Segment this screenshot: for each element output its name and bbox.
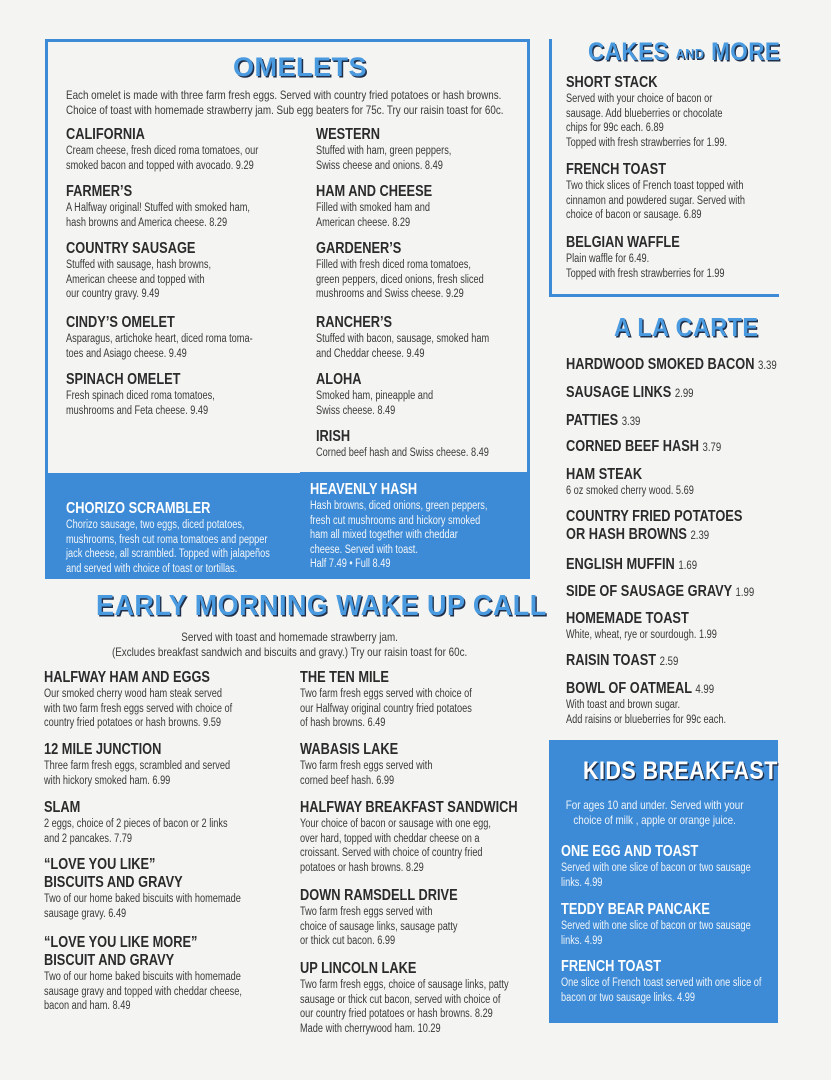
- item-name: “LOVE YOU LIKE” BISCUITS AND GRAVY: [44, 856, 183, 891]
- menu-item: [44, 856, 241, 921]
- cakes-title-and: AND: [675, 45, 705, 62]
- item-desc: One slice of French toast served with one slice of bacon or two sausage links. 4.99: [561, 977, 762, 1004]
- item-name: ALOHA: [316, 371, 362, 388]
- menu-item: [566, 234, 725, 281]
- item-price: 3.39: [621, 414, 641, 428]
- item-name: FRENCH TOAST: [566, 161, 667, 178]
- menu-item: [66, 126, 258, 173]
- item-desc: Two farm fresh eggs served with choice of our Halfway original country fried potatoes of hash browns. 6.49: [300, 688, 472, 729]
- item-name: CINDY’S OMELET: [66, 314, 175, 331]
- item-name: HALFWAY HAM AND EGGS: [44, 669, 210, 686]
- item-name: HARDWOOD SMOKED BACON: [566, 356, 755, 373]
- menu-item: [44, 799, 228, 846]
- item-name: SPINACH OMELET: [66, 371, 181, 388]
- menu-item: [66, 314, 253, 361]
- item-desc: Two of our home baked biscuits with homemade sausage gravy and topped with cheddar cheese, bacon and ham. 8.49: [44, 971, 242, 1012]
- menu-item: [566, 356, 777, 374]
- kids-title: KIDS BREAKFAST: [583, 757, 778, 785]
- menu-item: [300, 799, 518, 875]
- menu-item: [44, 669, 232, 731]
- menu-item: [566, 583, 754, 601]
- cakes-title-word: MORE: [711, 38, 781, 66]
- item-desc: Filled with fresh diced roma tomatoes, green peppers, diced onions, fresh sliced mushrooms and Swiss cheese. 9.29: [316, 259, 484, 300]
- item-name: HALFWAY BREAKFAST SANDWICH: [300, 799, 518, 816]
- item-price: 2.99: [674, 386, 694, 400]
- item-desc: Two farm fresh eggs, choice of sausage links, patty sausage or thick cut bacon, served with choice of our country fried potatoes or hash browns. 8.29 Made with cherrywood ham. 10.29: [300, 979, 509, 1035]
- item-name: WABASIS LAKE: [300, 741, 399, 758]
- item-desc: Your choice of bacon or sausage with one egg, over hard, topped with cheddar cheese on a croissant. Served with choice of country fried potatoes or hash browns. 8.29: [300, 818, 491, 874]
- item-desc: Corned beef hash and Swiss cheese. 8.49: [316, 447, 489, 459]
- item-name: BELGIAN WAFFLE: [566, 234, 680, 251]
- item-name: COUNTRY SAUSAGE: [66, 240, 196, 257]
- menu-item: [66, 240, 211, 302]
- menu-item: [316, 371, 433, 418]
- item-name: PATTIES: [566, 412, 619, 429]
- menu-item: [316, 428, 489, 461]
- menu-item: [566, 74, 727, 150]
- item-price: 3.79: [702, 440, 722, 454]
- kids-intro: For ages 10 and under. Served with your choice of milk , apple or orange juice.: [565, 798, 744, 827]
- item-name: FRENCH TOAST: [561, 958, 662, 975]
- menu-item: [316, 240, 484, 302]
- menu-item: [66, 183, 250, 230]
- item-name: 12 MILE JUNCTION: [44, 741, 162, 758]
- item-desc: Two of our home baked biscuits with homemade sausage gravy. 6.49: [44, 893, 241, 920]
- menu-item: [566, 610, 717, 643]
- menu-item: [566, 161, 745, 223]
- item-name: CHORIZO SCRAMBLER: [66, 500, 211, 517]
- menu-item: [300, 887, 458, 949]
- menu-item: [566, 680, 726, 727]
- item-desc: Asparagus, artichoke heart, diced roma toma- toes and Asiago cheese. 9.49: [66, 333, 253, 360]
- item-desc: Hash browns, diced onions, green peppers, fresh cut mushrooms and hickory smoked ham all mixed together with cheddar cheese. Served with toast. Half 7.49 • Full 8.49: [310, 500, 488, 570]
- menu-item: [566, 556, 697, 574]
- item-name: SHORT STACK: [566, 74, 658, 91]
- item-name: “LOVE YOU LIKE MORE” BISCUIT AND GRAVY: [44, 934, 198, 969]
- cakes-title: [588, 38, 780, 67]
- early-title: EARLY MORNING WAKE UP CALL: [96, 590, 547, 622]
- item-name: BOWL OF OATMEAL: [566, 680, 692, 697]
- omelets-intro: Each omelet is made with three farm fresh eggs. Served with country fried potatoes or hash browns. Choice of toast with homemade strawberry jam. Sub egg beaters for 75c. Try our raisin toast for 60c.: [66, 88, 504, 117]
- carte-title: A LA CARTE: [614, 312, 759, 342]
- item-desc: Fresh spinach diced roma tomatoes, mushrooms and Feta cheese. 9.49: [66, 390, 215, 417]
- item-name: SLAM: [44, 799, 81, 816]
- menu-item: [561, 901, 751, 948]
- item-desc: Stuffed with ham, green peppers, Swiss cheese and onions. 8.49: [316, 145, 452, 172]
- item-desc: 6 oz smoked cherry wood. 5.69: [566, 485, 694, 497]
- menu-item: [66, 500, 270, 576]
- menu-item: [66, 371, 215, 418]
- item-name: THE TEN MILE: [300, 669, 389, 686]
- cakes-title-word: CAKES: [588, 38, 670, 66]
- item-desc: Two thick slices of French toast topped with cinnamon and powdered sugar. Served with choice of bacon or sausage. 6.89: [566, 180, 746, 221]
- item-desc: Stuffed with sausage, hash browns, American cheese and topped with our country gravy. 9.49: [66, 259, 212, 300]
- item-desc: Cream cheese, fresh diced roma tomatoes, our smoked bacon and topped with avocado. 9.29: [66, 145, 259, 172]
- item-desc: Two farm fresh eggs served with choice of sausage links, sausage patty or thick cut bacon. 6.99: [300, 906, 458, 947]
- early-intro: Served with toast and homemade strawberry jam. (Excludes breakfast sandwich and biscuits and gravy.) Try our raisin toast for 60c.: [111, 630, 468, 659]
- item-price: 3.39: [758, 358, 777, 372]
- item-desc: Served with your choice of bacon or sausage. Add blueberries or chocolate chips for 99c each. 6.89 Topped with fresh strawberries for 1.99.: [566, 93, 728, 149]
- menu-item: [566, 652, 678, 670]
- item-desc: Plain waffle for 6.49. Topped with fresh strawberries for 1.99: [566, 253, 725, 280]
- menu-item: [44, 741, 230, 788]
- item-desc: Three farm fresh eggs, scrambled and served with hickory smoked ham. 6.99: [44, 760, 231, 787]
- item-desc: Two farm fresh eggs served with corned beef hash. 6.99: [300, 760, 433, 787]
- item-name: HAM AND CHEESE: [316, 183, 433, 200]
- item-price: 1.99: [735, 585, 755, 599]
- item-name: RANCHER’S: [316, 314, 393, 331]
- item-name: SIDE OF SAUSAGE GRAVY: [566, 583, 732, 600]
- item-name: TEDDY BEAR PANCAKE: [561, 901, 710, 918]
- menu-item: [561, 843, 751, 890]
- item-desc: Stuffed with bacon, sausage, smoked ham and Cheddar cheese. 9.49: [316, 333, 490, 360]
- item-name: CALIFORNIA: [66, 126, 145, 143]
- item-name: ONE EGG AND TOAST: [561, 843, 699, 860]
- item-desc: With toast and brown sugar. Add raisins or blueberries for 99c each.: [566, 699, 727, 726]
- menu-item: [316, 314, 489, 361]
- item-name: UP LINCOLN LAKE: [300, 960, 417, 977]
- item-desc: Served with one slice of bacon or two sausage links. 4.99: [561, 920, 751, 947]
- item-name: DOWN RAMSDELL DRIVE: [300, 887, 458, 904]
- item-price: 2.59: [659, 654, 679, 668]
- omelets-title: OMELETS: [233, 52, 368, 82]
- item-name: HOMEMADE TOAST: [566, 610, 689, 627]
- menu-item: [300, 669, 472, 731]
- menu-item: [566, 508, 742, 544]
- item-price: 2.39: [690, 528, 710, 542]
- menu-item: [310, 481, 487, 572]
- item-name: GARDENER’S: [316, 240, 402, 257]
- menu-item: [300, 960, 509, 1036]
- item-name: IRISH: [316, 428, 351, 445]
- item-name: RAISIN TOAST: [566, 652, 657, 669]
- menu-item: [566, 466, 694, 499]
- item-desc: Served with one slice of bacon or two sausage links. 4.99: [561, 862, 751, 889]
- item-desc: 2 eggs, choice of 2 pieces of bacon or 2 links and 2 pancakes. 7.79: [44, 818, 228, 845]
- menu-item: [561, 958, 761, 1005]
- menu-item: [44, 934, 242, 1014]
- item-name: COUNTRY FRIED POTATOES OR HASH BROWNS: [566, 508, 743, 543]
- item-name: SAUSAGE LINKS: [566, 384, 672, 401]
- item-name: CORNED BEEF HASH: [566, 438, 699, 455]
- menu-item: [566, 412, 640, 430]
- menu-item: [566, 438, 721, 456]
- menu-item: [316, 183, 432, 230]
- menu-item: [316, 126, 451, 173]
- item-desc: Chorizo sausage, two eggs, diced potatoes, mushrooms, fresh cut roma tomatoes and pepper jack cheese, all scrambled. Topped with jalapeños and served with choice of toast or tortillas.: [66, 519, 270, 575]
- menu-item: [566, 384, 694, 402]
- item-name: ENGLISH MUFFIN: [566, 556, 675, 573]
- menu-item: [300, 741, 432, 788]
- item-desc: Filled with smoked ham and American cheese. 8.29: [316, 202, 431, 229]
- item-name: FARMER’S: [66, 183, 133, 200]
- item-desc: A Halfway original! Stuffed with smoked ham, hash browns and America cheese. 8.29: [66, 202, 250, 229]
- item-name: HAM STEAK: [566, 466, 643, 483]
- item-name: WESTERN: [316, 126, 380, 143]
- item-price: 4.99: [695, 682, 715, 696]
- item-name: HEAVENLY HASH: [310, 481, 418, 498]
- item-desc: White, wheat, rye or sourdough. 1.99: [566, 629, 717, 641]
- item-price: 1.69: [678, 558, 698, 572]
- item-desc: Smoked ham, pineapple and Swiss cheese. 8.49: [316, 390, 434, 417]
- item-desc: Our smoked cherry wood ham steak served with two farm fresh eggs served with choice of country fried potatoes or hash browns. 9.59: [44, 688, 233, 729]
